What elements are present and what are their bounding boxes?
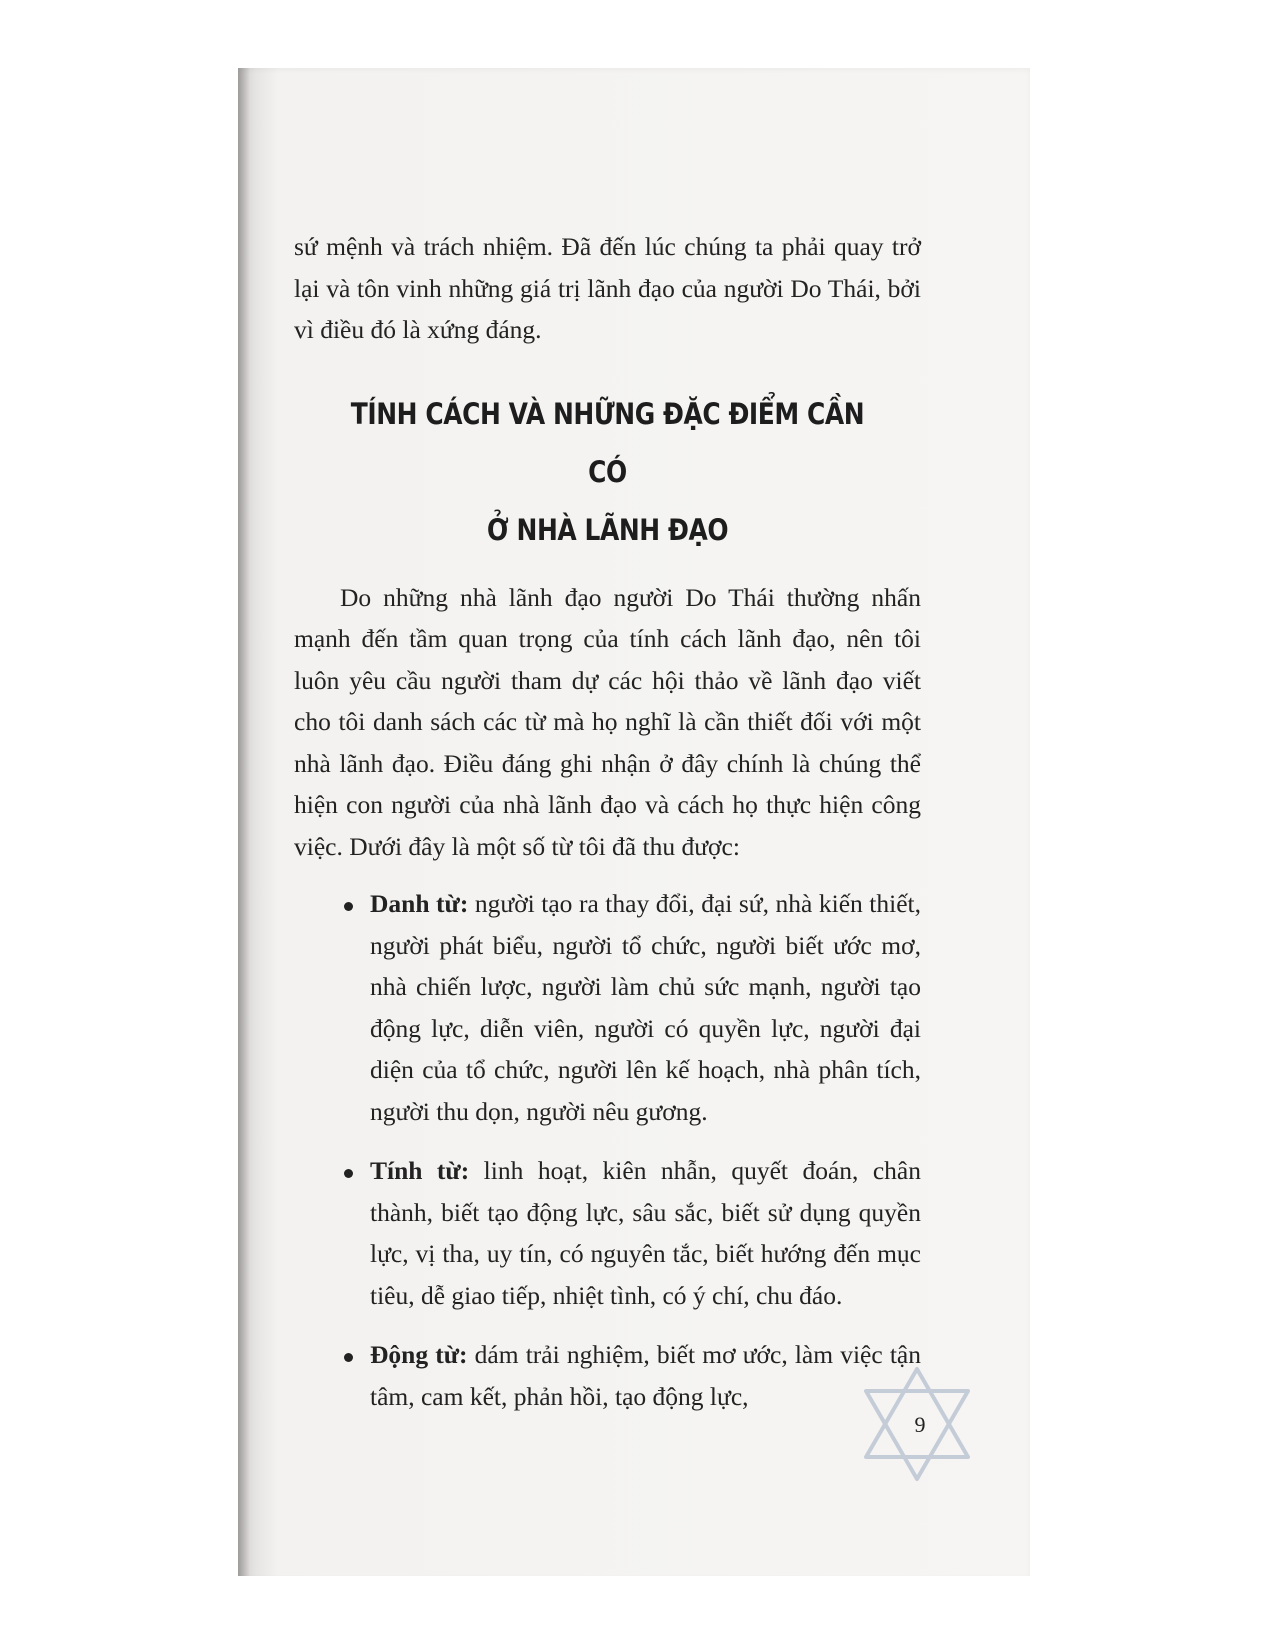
heading-line-1: TÍNH CÁCH VÀ NHỮNG ĐẶC ĐIỂM CẦN CÓ <box>350 396 865 489</box>
list-term: Tính từ: <box>370 1156 470 1185</box>
list-text: người tạo ra thay đổi, đại sứ, nhà kiến thiết, người phát biểu, người tổ chức, người biết ước mơ, nhà chiến lược, người làm chủ sức mạnh, người tạo động lực, diễn viên, người có quyền lực, người đại diện của tổ chức, người lên kế hoạch, nhà phân tích, người thu dọn, người nêu gương. <box>370 889 921 1126</box>
list-term: Danh từ: <box>370 889 469 918</box>
list-term: Động từ: <box>370 1340 468 1369</box>
word-list <box>294 883 921 1417</box>
body-paragraph: Do những nhà lãnh đạo người Do Thái thường nhấn mạnh đến tầm quan trọng của tính cách lãnh đạo, nên tôi luôn yêu cầu người tham dự các hội thảo về lãnh đạo viết cho tôi danh sách các từ mà họ nghĩ là cần thiết đối với một nhà lãnh đạo. Điều đáng ghi nhận ở đây chính là chúng thể hiện con người của nhà lãnh đạo và cách họ thực hiện công việc. Dưới đây là một số từ tôi đã thu được: <box>294 582 921 861</box>
page-number: 9 <box>914 1412 926 1437</box>
list-item-nouns <box>294 883 921 1132</box>
list-item-adjectives <box>294 1150 921 1316</box>
heading-line-2: Ở NHÀ LÃNH ĐẠO <box>486 512 729 547</box>
intro-paragraph: sứ mệnh và trách nhiệm. Đã đến lúc chúng ta phải quay trở lại và tôn vinh những giá trị lãnh đạo của người Do Thái, bởi vì điều đó là xứng đáng. <box>294 232 921 344</box>
list-text: linh hoạt, kiên nhẫn, quyết đoán, chân thành, biết tạo động lực, sâu sắc, biết sử dụng quyền lực, vị tha, uy tín, có nguyên tắc, biết hướng đến mục tiêu, dễ giao tiếp, nhiệt tình, có ý chí, chu đáo. <box>370 1156 921 1310</box>
page-text <box>294 226 921 1435</box>
section-heading <box>338 385 877 559</box>
bullet-icon <box>344 1169 353 1178</box>
list-item-verbs <box>294 1334 921 1417</box>
list-text: dám trải nghiệm, biết mơ ước, làm việc tận tâm, cam kết, phản hồi, tạo động lực, <box>370 1340 921 1411</box>
bullet-icon <box>344 902 353 911</box>
bullet-icon <box>344 1353 353 1362</box>
